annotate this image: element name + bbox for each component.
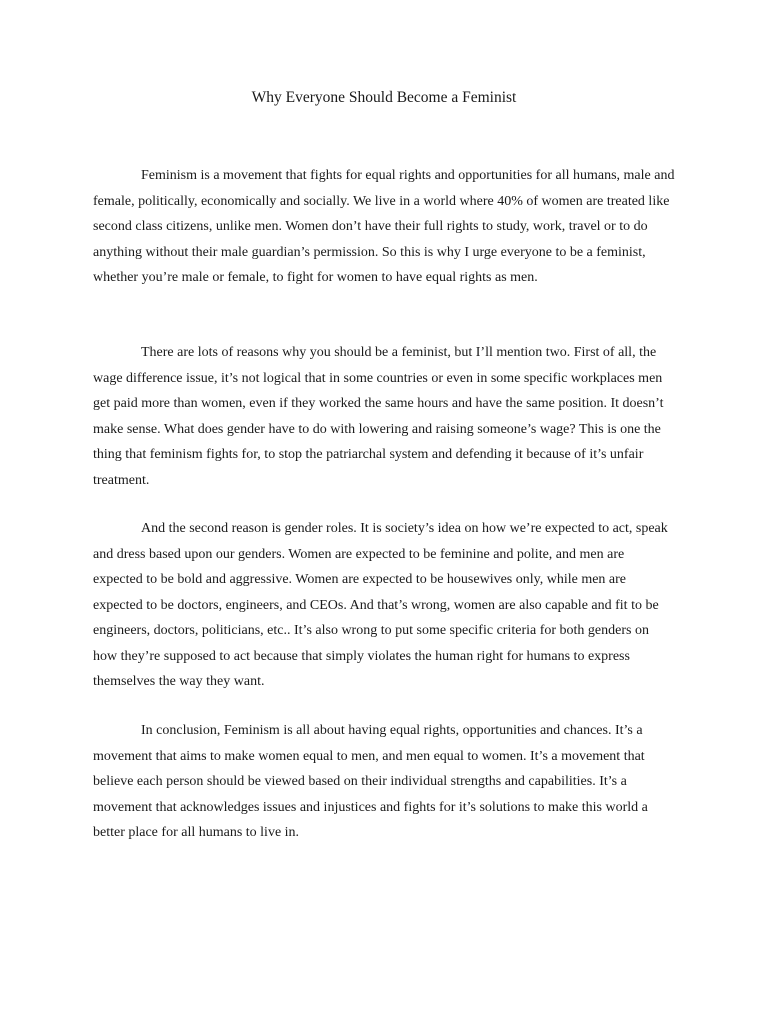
document-title: Why Everyone Should Become a Feminist [251,89,517,106]
paragraph-introduction: Feminism is a movement that fights for equal rights and opportunities for all humans, male and female, politically, economically and socially. We live in a world where 40% of women are treated like second class citizens, unlike men. Women don’t have their full rights to study, work, travel or to do anything without their male guardian’s permission. So this is why I urge everyone to be a feminist, whether you’re male or female, to fight for women to have equal rights as men. [93,168,675,285]
paragraph-gender-roles: And the second reason is gender roles. It is society’s idea on how we’re expected to act, speak and dress based upon our genders. Women are expected to be feminine and polite, and men are expected to be bold and aggressive. Women are expected to be housewives only, while men are expected to be doctors, engineers, and CEOs. And that’s wrong, women are also capable and fit to be engineers, doctors, politicians, etc.. It’s also wrong to put some specific criteria for both genders on how they’re supposed to act because that simply violates the human right for humans to express themselves the way they want. [93,521,668,689]
paragraph-conclusion: In conclusion, Feminism is all about having equal rights, opportunities and chances. It’s a movement that aims to make women equal to men, and men equal to women. It’s a movement that believe each person should be viewed based on their individual strengths and capabilities. It’s a movement that acknowledges issues and injustices and fights for it’s solutions to make this world a better place for all humans to live in. [93,723,648,840]
paragraph-wage-difference: There are lots of reasons why you should be a feminist, but I’ll mention two. First of all, the wage difference issue, it’s not logical that in some countries or even in some specific workplaces men get paid more than women, even if they worked the same hours and have the same position. It doesn’t make sense. What does gender have to do with lowering and raising someone’s wage? This is one the thing that feminism fights for, to stop the patriarchal system and defending it because of it’s unfair treatment. [93,345,664,488]
